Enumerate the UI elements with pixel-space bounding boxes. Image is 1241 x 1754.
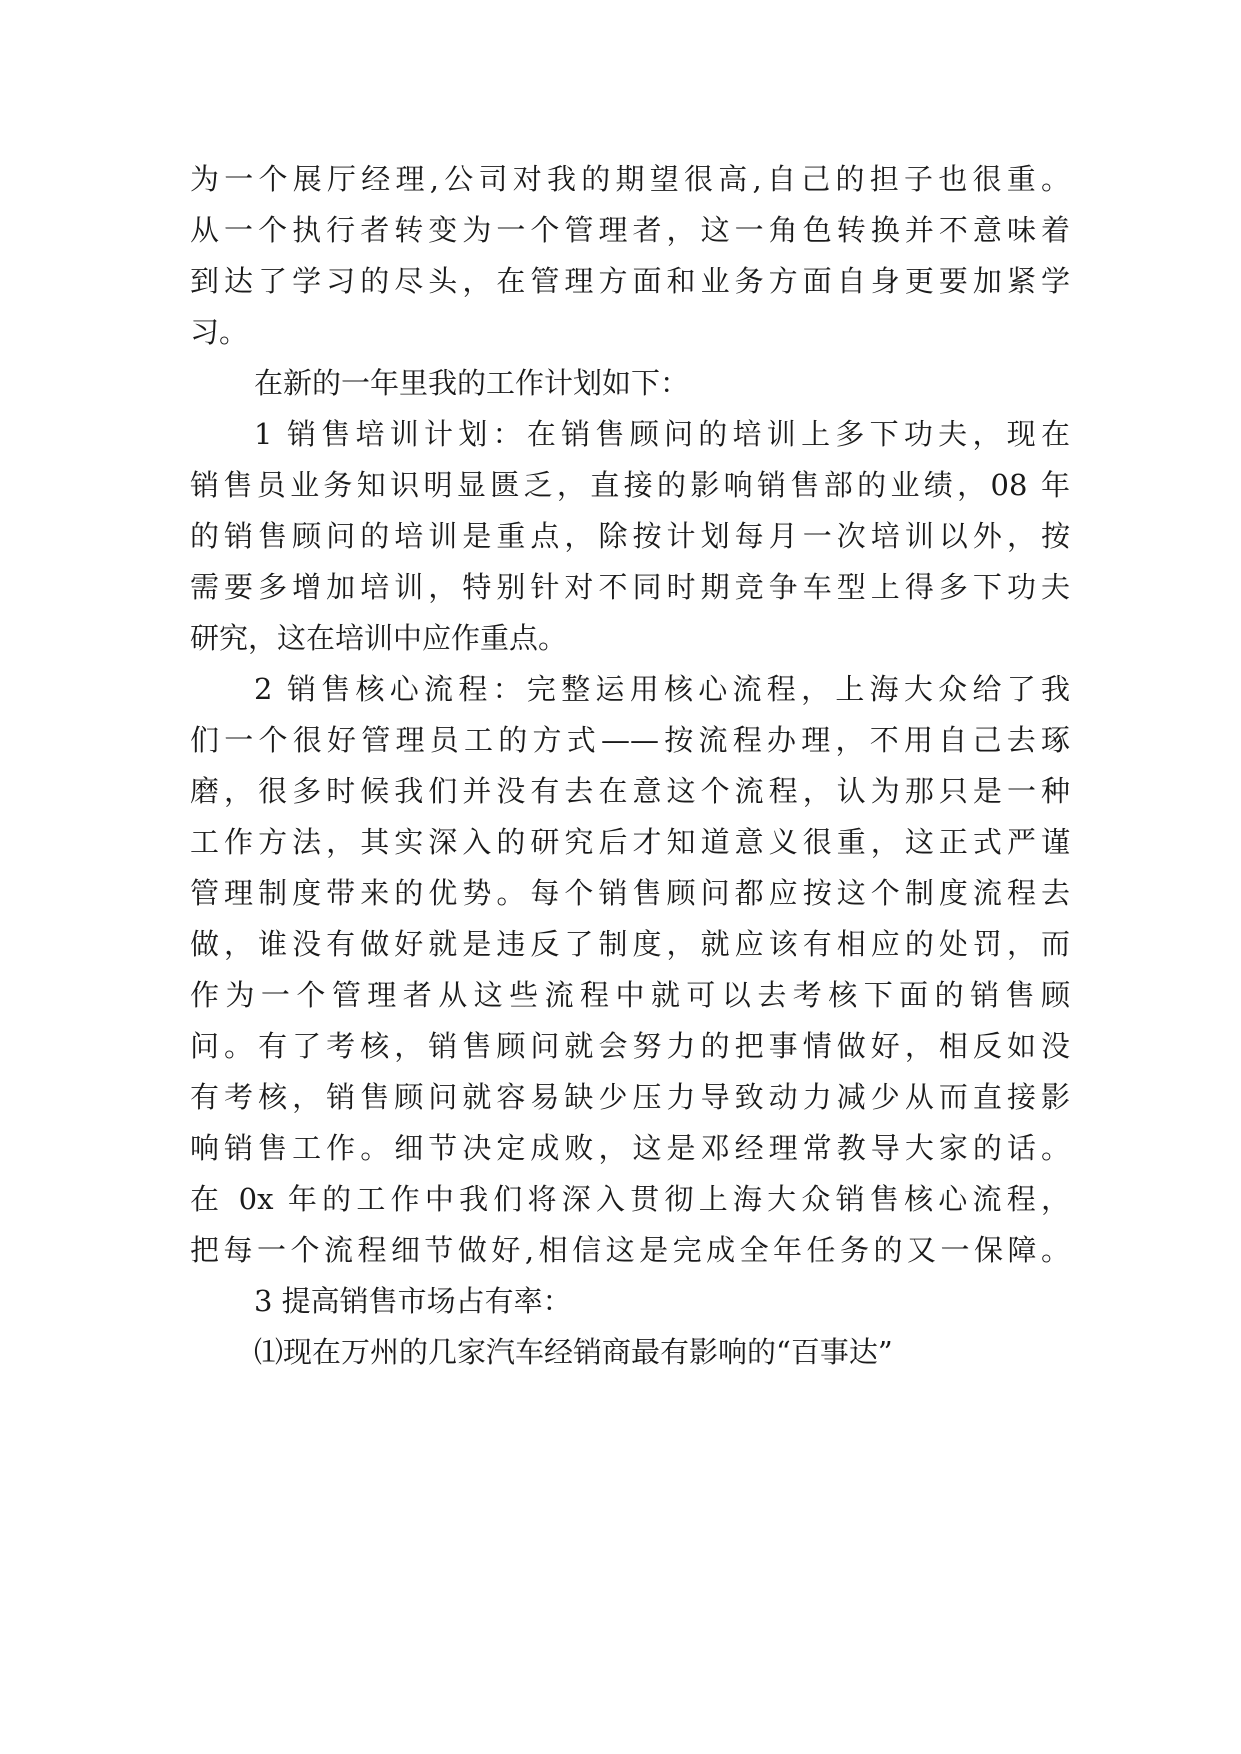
text-line: 在 0x 年的工作中我们将深入贯彻上海大众销售核心流程， [190, 1182, 1070, 1216]
paragraph-heading: 在新的一年里我的工作计划如下： [254, 366, 690, 400]
text-line: 到达了学习的尽头，在管理方面和业务方面自身更要加紧学 [190, 264, 1070, 298]
text-line: 的销售顾问的培训是重点，除按计划每月一次培训以外，按 [190, 519, 1070, 553]
text-line: 需要多增加培训，特别针对不同时期竞争车型上得多下功夫 [190, 570, 1070, 604]
text-line: 做，谁没有做好就是违反了制度，就应该有相应的处罚，而 [190, 927, 1070, 961]
text-line: 研究，这在培训中应作重点。 [190, 621, 568, 655]
text-line: 把每一个流程细节做好,相信这是完成全年任务的又一保障。 [190, 1233, 1070, 1267]
text-line: 问。有了考核，销售顾问就会努力的把事情做好，相反如没 [190, 1029, 1070, 1063]
text-line: 管理制度带来的优势。每个销售顾问都应按这个制度流程去 [190, 876, 1070, 910]
text-line: 1 销售培训计划：在销售顾问的培训上多下功夫，现在 [254, 417, 1070, 451]
text-line: 响销售工作。细节决定成败，这是邓经理常教导大家的话。 [190, 1131, 1070, 1165]
paragraph-heading: 3 提高销售市场占有率： [254, 1284, 572, 1318]
text-line: 有考核，销售顾问就容易缺少压力导致动力减少从而直接影 [190, 1080, 1070, 1114]
text-line: 磨，很多时候我们并没有去在意这个流程，认为那只是一种 [190, 774, 1070, 808]
text-line: 们一个很好管理员工的方式——按流程办理，不用自己去琢 [190, 723, 1070, 757]
text-line: 从一个执行者转变为一个管理者，这一角色转换并不意味着 [190, 213, 1070, 247]
text-line: ⑴现在万州的几家汽车经销商最有影响的“百事达” [254, 1335, 893, 1369]
text-line: 2 销售核心流程：完整运用核心流程，上海大众给了我 [254, 672, 1070, 706]
text-line: 工作方法，其实深入的研究后才知道意义很重，这正式严谨 [190, 825, 1070, 859]
text-line: 习。 [190, 315, 249, 349]
text-line: 为一个展厅经理,公司对我的期望很高,自己的担子也很重。 [190, 162, 1070, 196]
text-line: 作为一个管理者从这些流程中就可以去考核下面的销售顾 [190, 978, 1070, 1012]
text-line: 销售员业务知识明显匮乏，直接的影响销售部的业绩，08 年 [190, 468, 1070, 502]
